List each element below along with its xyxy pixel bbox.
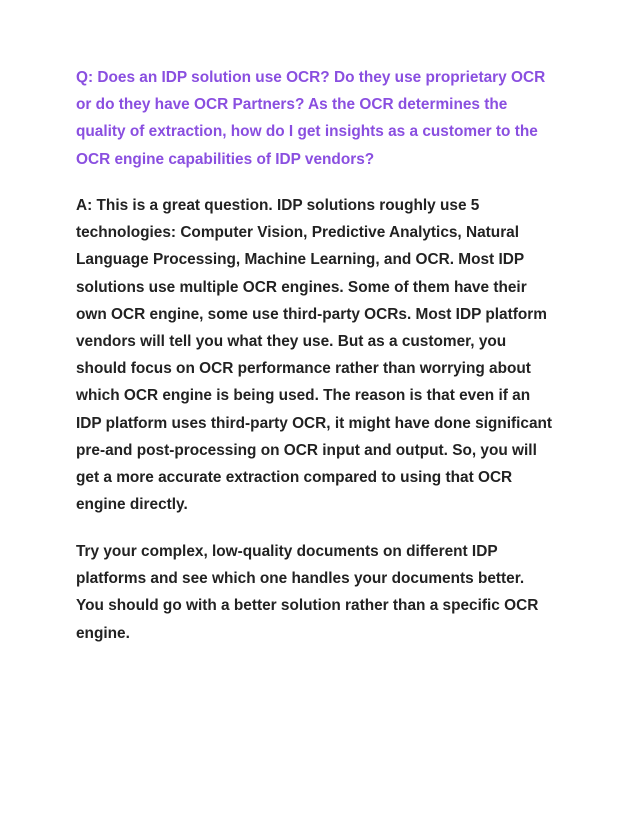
question-line: OCR engine capabilities of IDP vendors? [76,150,375,168]
question-paragraph [76,64,576,173]
answer-line: engine directly. [76,496,188,514]
answer-line: own OCR engine, some use third-party OCRs. Most IDP platform [76,305,547,323]
answer-line: pre-and post-processing on OCR input and output. So, you will [76,441,537,459]
answer-line: solutions use multiple OCR engines. Some of them have their [76,278,527,296]
advice-line: Try your complex, low-quality documents on different IDP [76,543,498,560]
answer-line: get a more accurate extraction compared to using that OCR [76,469,513,487]
answer-line: should focus on OCR performance rather than worrying about [76,360,531,378]
advice-line: platforms and see which one handles your documents better. [76,570,525,588]
answer-line: technologies: Computer Vision, Predictive Analytics, Natural [76,224,520,242]
answer-line: Language Processing, Machine Learning, and OCR. Most IDP [76,251,525,269]
answer-line: which OCR engine is being used. The reason is that even if an [76,387,531,405]
answer-line: vendors will tell you what they use. But as a customer, you [76,333,507,351]
advice-line: engine. [76,624,130,642]
answer-line: IDP platform uses third-party OCR, it might have done significant [76,414,553,432]
advice-paragraph [76,538,576,647]
advice-line: You should go with a better solution rather than a specific OCR [76,597,539,615]
question-line: quality of extraction, how do I get insights as a customer to the [76,123,538,141]
answer-line: A: This is a great question. IDP solutions roughly use 5 [76,197,480,214]
answer-paragraph [76,192,576,518]
question-line: or do they have OCR Partners? As the OCR determines the [76,96,508,114]
question-line: Q: Does an IDP solution use OCR? Do they use proprietary OCR [76,69,546,86]
